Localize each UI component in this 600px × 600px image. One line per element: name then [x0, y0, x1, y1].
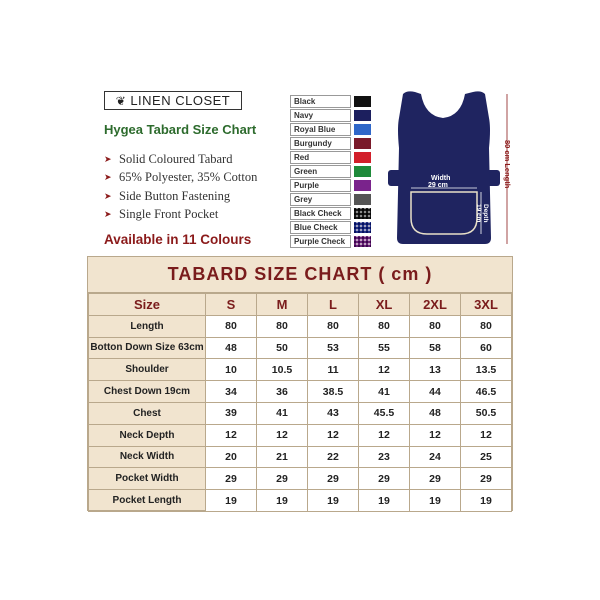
table-row: [89, 381, 512, 403]
table-cell: 44: [410, 381, 461, 403]
size-column-header: XL: [359, 294, 410, 316]
colour-swatch: [354, 110, 371, 121]
row-label: Pocket Width: [89, 468, 206, 490]
colour-row: [290, 122, 371, 136]
size-column-header: L: [308, 294, 359, 316]
table-cell: 80: [461, 315, 512, 337]
colour-swatch: [354, 96, 371, 107]
brand-mark-icon: ❦: [115, 93, 127, 108]
colour-name: Blue Check: [290, 221, 351, 234]
width-value: 29 cm: [428, 182, 448, 189]
table-cell: 48: [410, 402, 461, 424]
table-cell: 19: [308, 490, 359, 512]
feature-item: ➤ Side Button Fastening: [104, 188, 231, 203]
colour-name: Navy: [290, 109, 351, 122]
table-cell: 38.5: [308, 381, 359, 403]
brand-logo: [104, 91, 242, 110]
table-cell: 12: [206, 424, 257, 446]
table-cell: 13.5: [461, 359, 512, 381]
colour-swatch: [354, 208, 371, 219]
table-row: [89, 446, 512, 468]
colour-swatch: [354, 222, 371, 233]
table-cell: 29: [257, 468, 308, 490]
colour-name: Purple: [290, 179, 351, 192]
depth-label: Depth: [482, 204, 489, 223]
table-cell: 19: [359, 490, 410, 512]
table-cell: 29: [206, 468, 257, 490]
colour-name: Purple Check: [290, 235, 351, 248]
table-cell: 50: [257, 337, 308, 359]
table-cell: 12: [359, 359, 410, 381]
depth-value: 19 cm: [475, 204, 482, 223]
colour-swatch: [354, 166, 371, 177]
table-cell: 45.5: [359, 402, 410, 424]
row-label: Chest: [89, 402, 206, 424]
row-label: Neck Width: [89, 446, 206, 468]
table-row: [89, 402, 512, 424]
table-cell: 12: [257, 424, 308, 446]
brand-name: LINEN CLOSET: [130, 93, 231, 108]
table-cell: 20: [206, 446, 257, 468]
table-cell: 80: [308, 315, 359, 337]
table-cell: 48: [206, 337, 257, 359]
table-header-row: [89, 294, 512, 316]
colour-row: [290, 94, 371, 108]
table-cell: 41: [359, 381, 410, 403]
bullet-arrow-icon: ➤: [104, 209, 112, 220]
size-table: [88, 293, 512, 512]
colour-row: [290, 164, 371, 178]
colour-name: Black Check: [290, 207, 351, 220]
table-cell: 53: [308, 337, 359, 359]
colour-list: [290, 94, 371, 248]
colour-name: Red: [290, 151, 351, 164]
table-cell: 12: [410, 424, 461, 446]
colour-name: Burgundy: [290, 137, 351, 150]
tabard-illustration: [385, 88, 515, 248]
width-label: Width: [431, 175, 451, 182]
table-title: TABARD SIZE CHART ( cm ): [88, 257, 512, 293]
colour-row: [290, 136, 371, 150]
table-cell: 19: [206, 490, 257, 512]
size-chart-table: [87, 256, 513, 511]
feature-item: ➤ Solid Coloured Tabard: [104, 151, 233, 166]
row-label: Chest Down 19cm: [89, 381, 206, 403]
colour-row: [290, 108, 371, 122]
page-title: Hygea Tabard Size Chart: [104, 122, 257, 137]
size-column-header: M: [257, 294, 308, 316]
length-label: 80 cm Length: [503, 140, 512, 189]
colour-row: [290, 178, 371, 192]
row-label: Neck Depth: [89, 424, 206, 446]
colour-swatch: [354, 138, 371, 149]
table-cell: 36: [257, 381, 308, 403]
size-column-header: 3XL: [461, 294, 512, 316]
table-cell: 80: [410, 315, 461, 337]
table-cell: 29: [461, 468, 512, 490]
colour-name: Black: [290, 95, 351, 108]
table-cell: 29: [410, 468, 461, 490]
colour-name: Green: [290, 165, 351, 178]
feature-list: [104, 150, 257, 224]
table-row: [89, 315, 512, 337]
table-cell: 10: [206, 359, 257, 381]
table-cell: 80: [206, 315, 257, 337]
colour-swatch: [354, 124, 371, 135]
table-cell: 12: [461, 424, 512, 446]
table-cell: 46.5: [461, 381, 512, 403]
table-cell: 29: [308, 468, 359, 490]
size-column-header: S: [206, 294, 257, 316]
colour-swatch: [354, 180, 371, 191]
bullet-arrow-icon: ➤: [104, 172, 112, 183]
table-cell: 34: [206, 381, 257, 403]
colour-swatch: [354, 152, 371, 163]
feature-item: ➤ 65% Polyester, 35% Cotton: [104, 170, 258, 185]
colour-swatch: [354, 194, 371, 205]
colour-row: [290, 220, 371, 234]
table-cell: 12: [308, 424, 359, 446]
table-row: [89, 424, 512, 446]
table-cell: 23: [359, 446, 410, 468]
table-cell: 55: [359, 337, 410, 359]
colour-row: [290, 150, 371, 164]
table-cell: 19: [410, 490, 461, 512]
bullet-arrow-icon: ➤: [104, 153, 112, 164]
table-cell: 19: [257, 490, 308, 512]
colour-row: [290, 206, 371, 220]
table-cell: 50.5: [461, 402, 512, 424]
table-cell: 60: [461, 337, 512, 359]
table-cell: 25: [461, 446, 512, 468]
size-header: Size: [89, 294, 206, 316]
table-cell: 41: [257, 402, 308, 424]
table-row: [89, 359, 512, 381]
row-label: Pocket Length: [89, 490, 206, 512]
colour-row: [290, 192, 371, 206]
table-cell: 10.5: [257, 359, 308, 381]
table-cell: 19: [461, 490, 512, 512]
bullet-arrow-icon: ➤: [104, 190, 112, 201]
row-label: Botton Down Size 63cm: [89, 337, 206, 359]
table-cell: 24: [410, 446, 461, 468]
row-label: Shoulder: [89, 359, 206, 381]
table-cell: 43: [308, 402, 359, 424]
table-row: [89, 468, 512, 490]
table-row: [89, 490, 512, 512]
table-row: [89, 337, 512, 359]
row-label: Length: [89, 315, 206, 337]
table-cell: 39: [206, 402, 257, 424]
table-cell: 58: [410, 337, 461, 359]
table-cell: 80: [257, 315, 308, 337]
table-cell: 11: [308, 359, 359, 381]
colour-swatch: [354, 236, 371, 247]
availability-note: Available in 11 Colours: [104, 232, 252, 247]
table-cell: 22: [308, 446, 359, 468]
table-cell: 29: [359, 468, 410, 490]
size-column-header: 2XL: [410, 294, 461, 316]
colour-row: [290, 234, 371, 248]
feature-item: ➤ Single Front Pocket: [104, 207, 219, 222]
table-cell: 21: [257, 446, 308, 468]
table-cell: 80: [359, 315, 410, 337]
colour-name: Royal Blue: [290, 123, 351, 136]
colour-name: Grey: [290, 193, 351, 206]
table-cell: 13: [410, 359, 461, 381]
table-cell: 12: [359, 424, 410, 446]
